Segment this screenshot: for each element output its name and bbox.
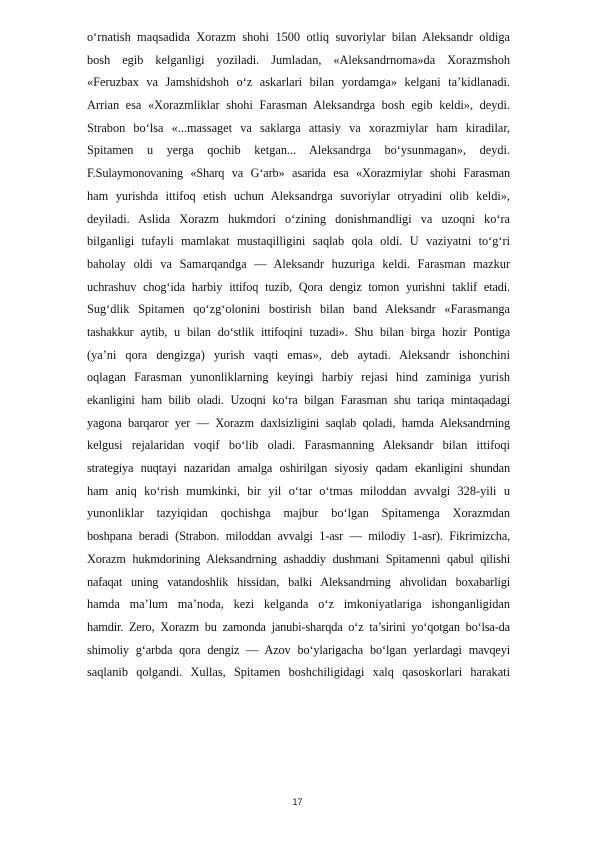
text-line: shimoliy g‘arbda qora dengiz — Azov bo‘ylarigacha bo‘lgan yerlardagi mavqeyi: [87, 642, 510, 657]
text-line: kelgusi rejalaridan voqif bo‘lib oladi. Farasmanning Aleksandr bilan ittifoqi: [87, 438, 510, 453]
text-line: bosh egib kelganligi yoziladi. Jumladan, «Aleksandrnoma»da Xorazmshoh: [87, 52, 510, 67]
text-line: Strabon bo‘lsa «...massaget va saklarga attasiy va xorazmiylar ham kiradilar,: [87, 120, 510, 135]
text-line: strategiya nuqtayi nazaridan amalga oshirilgan siyosiy qadam ekanligini shundan: [87, 461, 510, 476]
text-line: tashakkur aytib, u bilan do‘stlik ittifoqini tuzadi». Shu bilan birga hozir Pontiga: [87, 324, 510, 339]
text-line: nafaqat uning vatandoshlik hissidan, balki Aleksandrning ahvolidan boxabarligi: [87, 574, 510, 589]
text-line: hamda ma’lum ma’noda, kezi kelganda o‘z imkoniyatlariga ishonganligidan: [87, 597, 510, 612]
text-line: deyiladi. Aslida Xorazm hukmdori o‘zining donishmandligi va uzoqni ko‘ra: [87, 211, 510, 226]
text-line: «Feruzbax va Jamshidshoh o‘z askarlari bilan yordamga» kelgani ta’kidlanadi.: [87, 75, 510, 90]
text-line: uchrashuv chog‘ida harbiy ittifoq tuzib, Qora dengiz tomon yurishni taklif etadi.: [87, 279, 510, 294]
text-line: yagona barqaror yer — Xorazm daxlsizligini saqlab qoladi, hamda Aleksandrning: [87, 415, 510, 430]
text-line: Sug‘dlik Spitamen qo‘zg‘olonini bostirish bilan band Aleksandr «Farasmanga: [87, 302, 510, 317]
text-line: Xorazm hukmdorining Aleksandrning ashaddiy dushmani Spitamenni qabul qilishi: [87, 551, 510, 566]
text-line: Arrian esa «Xorazmliklar shohi Farasman Aleksandrga bosh egib keldi», deydi.: [87, 98, 510, 113]
text-line: F.Sulaymonovaning «Sharq va G‘arb» asarida esa «Xorazmiylar shohi Farasman: [87, 166, 510, 181]
text-line: saqlanib qolgandi. Xullas, Spitamen boshchiligidagi xalq qasoskorlari harakati: [87, 665, 510, 680]
text-line: Spitamen u yerga qochib ketgan... Aleksandrga bo‘ysunmagan», deydi.: [87, 143, 510, 158]
page-number: 17: [292, 797, 303, 807]
text-line: bilganligi tufayli mamlakat mustaqilligini saqlab qola oldi. U vaziyatni to‘g‘ri: [87, 234, 510, 249]
text-line: ham yurishda ittifoq etish uchun Aleksandrga suvoriylar otryadini olib keldi»,: [87, 188, 510, 203]
text-line: oqlagan Farasman yunonliklarning keyingi harbiy rejasi hind zaminiga yurish: [87, 370, 510, 385]
text-line: (ya’ni qora dengizga) yurish vaqti emas», deb aytadi. Aleksandr ishonchini: [87, 347, 510, 362]
text-line: hamdir. Zero, Xorazm bu zamonda janubi-sharqda o‘z ta’sirini yo‘qotgan bo‘lsa-da: [87, 619, 510, 634]
text-line: o‘rnatish maqsadida Xorazm shohi 1500 otliq suvoriylar bilan Aleksandr oldiga: [87, 30, 510, 44]
text-line: baholay oldi va Samarqandga — Aleksandr huzuriga keldi. Farasman mazkur: [87, 256, 510, 271]
body-text: [87, 26, 510, 684]
text-line: boshpana beradi (Strabon. miloddan avvalgi 1-asr — milodiy 1-asr). Fikrimizcha,: [87, 529, 510, 544]
text-line: ham aniq ko‘rish mumkinki, bir yil o‘tar o‘tmas miloddan avvalgi 328-yili u: [87, 483, 510, 498]
text-line: yunonliklar tazyiqidan qochishga majbur bo‘lgan Spitamenga Xorazmdan: [87, 506, 510, 521]
text-line: ekanligini ham bilib oladi. Uzoqni ko‘ra bilgan Farasman shu tariqa mintaqadagi: [87, 393, 510, 407]
